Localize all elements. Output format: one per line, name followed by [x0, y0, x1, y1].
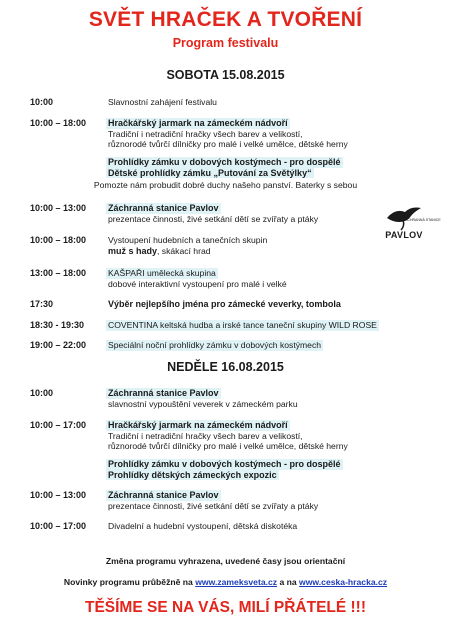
program-time: 10:00 – 17:00: [30, 420, 87, 430]
day-heading-saturday: SOBOTA 15.08.2015: [166, 68, 285, 82]
program-title: COVENTINA keltská hudba a irské tance taneční skupiny WILD ROSE: [108, 320, 377, 330]
program-title: Záchranná stanice Pavlov: [108, 388, 219, 398]
program-time: 10:00 – 13:00: [30, 490, 87, 500]
zameksveta-link[interactable]: www.zameksveta.cz: [195, 577, 278, 587]
closing-slogan: TĚŠÍME SE NA VÁS, MILÍ PŘÁTELÉ !!!: [84, 599, 367, 616]
program-text: Tradiční i netradiční hračky všech barev a velikostí,: [108, 128, 303, 139]
program-text: Vystoupení hudebních a tanečních skupin: [108, 235, 268, 245]
program-title: Dětské prohlídky zámku „Putování za Světýlky“: [108, 167, 312, 178]
program-text: , skákací hrad: [157, 245, 211, 256]
program-time: 10:00: [30, 388, 54, 398]
festival-title: SVĚT HRAČEK A TVOŘENÍ: [88, 8, 363, 31]
program-text: různorodé tvůrčí dílničky pro malé i velké umělce, dětské herny: [108, 441, 348, 451]
program-text: slavnostní vypouštění veverek v zámeckém parku: [108, 398, 298, 409]
program-title: KAŠPAŘI umělecká skupina: [108, 268, 216, 278]
program-time: 10:00 – 13:00: [30, 203, 87, 213]
pavlov-logo: [381, 200, 441, 246]
program-title: Výběr nejlepšího jména pro zámecké veverky, tombola: [108, 299, 341, 309]
change-note: Změna programu vyhrazena, uvedené časy jsou orientační: [105, 556, 346, 566]
news-mid: a na: [277, 577, 300, 587]
program-time: 17:30: [30, 299, 54, 309]
news-line: [0, 577, 451, 587]
logo-small-text: ZÁCHRANNÁ STANICE: [403, 218, 441, 222]
program-time: 18:30 - 19:30: [30, 320, 85, 330]
program-title: Hračkářský jarmark na zámeckém nádvoří: [108, 118, 288, 128]
program-time: 10:00 – 18:00: [30, 118, 87, 128]
program-title: Prohlídky dětských zámeckých expozic: [108, 469, 277, 480]
program-text: různorodé tvůrčí dílničky pro malé i velké umělce, dětské herny: [108, 139, 348, 149]
program-note: Pomozte nám probudit dobré duchy našeho panství. Baterky s sebou: [93, 180, 358, 190]
program-bold-text: muž s hady: [108, 245, 158, 256]
program-time: 10:00: [30, 97, 54, 107]
program-title: Záchranná stanice Pavlov: [108, 490, 219, 500]
program-time: 19:00 – 22:00: [30, 340, 87, 350]
program-title: Prohlídky zámku v dobových kostýmech - pro dospělé: [108, 459, 341, 469]
day-heading-sunday: NEDĚLE 16.08.2015: [167, 360, 284, 374]
festival-subtitle: Program festivalu: [172, 36, 279, 50]
program-time: 13:00 – 18:00: [30, 268, 87, 278]
program-time: 10:00 – 18:00: [30, 235, 87, 245]
ceska-hracka-link[interactable]: www.ceska-hracka.cz: [299, 577, 388, 587]
program-text: Slavnostní zahájení festivalu: [108, 97, 217, 107]
logo-text: PAVLOV: [385, 230, 423, 240]
program-text: dobové interaktivní vystoupení pro malé i velké: [108, 278, 287, 289]
program-text: Tradiční i netradiční hračky všech barev a velikostí,: [108, 430, 303, 441]
program-title: Záchranná stanice Pavlov: [108, 203, 219, 213]
program-text: Divadelní a hudební vystoupení, dětská diskotéka: [108, 521, 298, 531]
program-text: prezentace činnosti, živé setkání dětí se zvířaty a ptáky: [108, 213, 319, 224]
program-title: Hračkářský jarmark na zámeckém nádvoří: [108, 420, 288, 430]
program-text: prezentace činnosti, živé setkání dětí se zvířaty a ptáky: [108, 500, 319, 511]
program-time: 10:00 – 17:00: [30, 521, 87, 531]
news-prefix: Novinky programu průběžně na: [63, 577, 196, 587]
program-title: Prohlídky zámku v dobových kostýmech - pro dospělé: [108, 157, 341, 167]
program-title: Speciální noční prohlídky zámku v dobových kostýmech: [108, 340, 322, 350]
